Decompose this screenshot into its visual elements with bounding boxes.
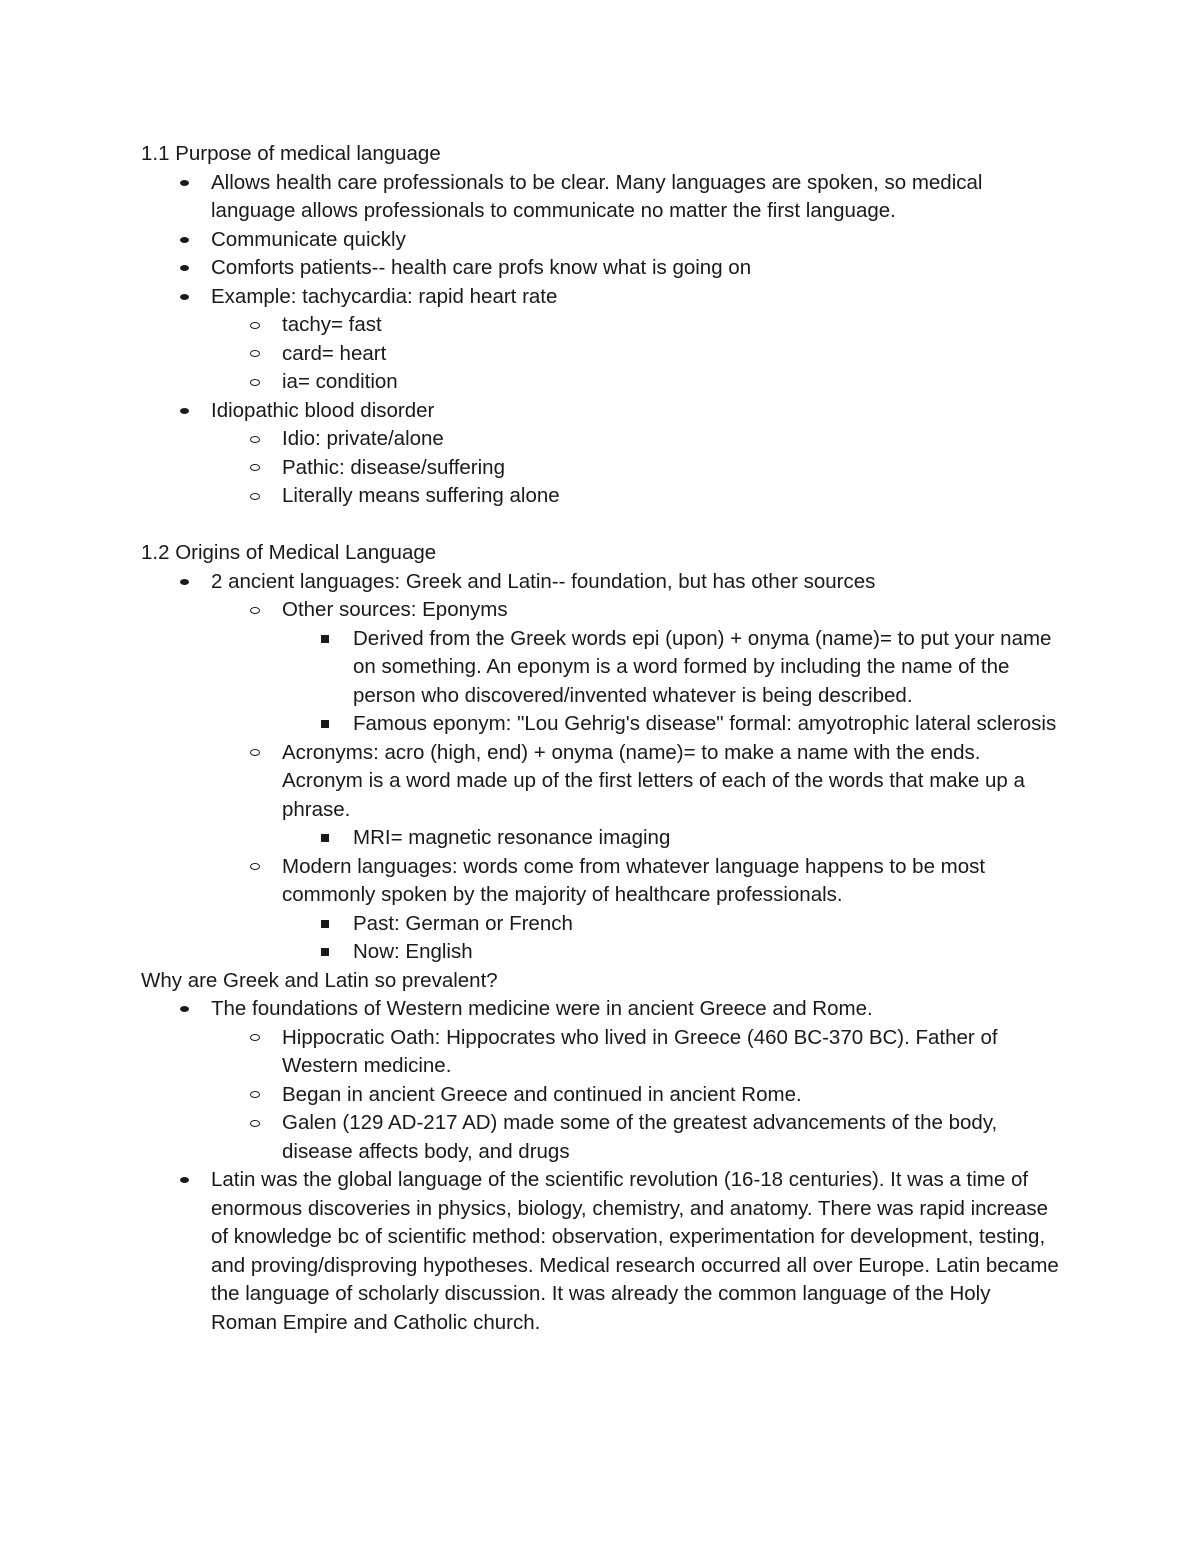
bullet-ring-icon [248,1109,262,1138]
bullet-square-icon [318,824,332,853]
bullet-dot-icon [177,169,191,198]
prevalence-list [141,995,1061,1337]
bullet-ring-icon [248,454,262,483]
sub-list-item: Literally means suffering alone [141,482,1061,511]
bullet-square-icon [318,910,332,939]
bullet-dot-icon [177,397,191,426]
section-heading-origins: 1.2 Origins of Medical Language [141,541,437,564]
sub-list-item: ia= condition [141,368,1061,397]
bullet-ring-icon [248,596,262,625]
bullet-square-icon [318,710,332,739]
section-heading-purpose: 1.1 Purpose of medical language [141,142,441,165]
sub-list-item: card= heart [141,340,1061,369]
bullet-square-icon [318,938,332,967]
document-page [141,140,1061,1337]
bullet-dot-icon [177,283,191,312]
origins-list [141,568,1061,967]
sub-sub-list-item: Past: German or French [141,910,1061,939]
list-item: Communicate quickly [141,226,1061,255]
bullet-dot-icon [177,1166,191,1195]
list-item: Comforts patients-- health care profs know what is going on [141,254,1061,283]
sub-sub-list-item: Famous eponym: "Lou Gehrig's disease" formal: amyotrophic lateral sclerosis [141,710,1061,739]
bullet-ring-icon [248,340,262,369]
sub-sub-list-item: Derived from the Greek words epi (upon) + onyma (name)= to put your name on something. An eponym is a word formed by including the name of the person who discovered/invented whatever is being described. [141,625,1061,711]
bullet-ring-icon [248,482,262,511]
bullet-ring-icon [248,311,262,340]
sub-sub-list-item: MRI= magnetic resonance imaging [141,824,1061,853]
bullet-square-icon [318,625,332,654]
bullet-ring-icon [248,853,262,882]
sub-list-item: Began in ancient Greece and continued in ancient Rome. [141,1081,1061,1110]
list-item: 2 ancient languages: Greek and Latin-- foundation, but has other sources [141,568,1061,597]
list-item: The foundations of Western medicine were in ancient Greece and Rome. [141,995,1061,1024]
bullet-ring-icon [248,368,262,397]
bullet-ring-icon [248,425,262,454]
sub-list-item: Other sources: Eponyms [141,596,1061,625]
bullet-dot-icon [177,568,191,597]
bullet-dot-icon [177,226,191,255]
section-heading-prevalence: Why are Greek and Latin so prevalent? [141,968,498,992]
bullet-ring-icon [248,739,262,768]
bullet-dot-icon [177,995,191,1024]
sub-list-item: Pathic: disease/suffering [141,454,1061,483]
list-item: Idiopathic blood disorder [141,397,1061,426]
list-item: Allows health care professionals to be clear. Many languages are spoken, so medical language allows professionals to communicate no matter the first language. [141,169,1061,226]
list-item: Example: tachycardia: rapid heart rate [141,283,1061,312]
bullet-ring-icon [248,1024,262,1053]
blank-line [141,511,1061,540]
bullet-dot-icon [177,254,191,283]
bullet-ring-icon [248,1081,262,1110]
sub-list-item: Idio: private/alone [141,425,1061,454]
sub-list-item: Modern languages: words come from whatever language happens to be most commonly spoken by the majority of healthcare professionals. [141,853,1061,910]
sub-sub-list-item: Now: English [141,938,1061,967]
list-item: Latin was the global language of the scientific revolution (16-18 centuries). It was a time of enormous discoveries in physics, biology, chemistry, and anatomy. There was rapid increase of knowledge bc of scientific method: observation, experimentation for development, testing, and proving/disproving hypotheses. Medical research occurred all over Europe. Latin became the language of scholarly discussion. It was already the common language of the Holy Roman Empire and Catholic church. [141,1166,1061,1337]
sub-list-item: Galen (129 AD-217 AD) made some of the greatest advancements of the body, disease affects body, and drugs [141,1109,1061,1166]
purpose-list [141,169,1061,511]
sub-list-item: tachy= fast [141,311,1061,340]
sub-list-item: Hippocratic Oath: Hippocrates who lived in Greece (460 BC-370 BC). Father of Western medicine. [141,1024,1061,1081]
sub-list-item: Acronyms: acro (high, end) + onyma (name)= to make a name with the ends. Acronym is a word made up of the first letters of each of the words that make up a phrase. [141,739,1061,825]
